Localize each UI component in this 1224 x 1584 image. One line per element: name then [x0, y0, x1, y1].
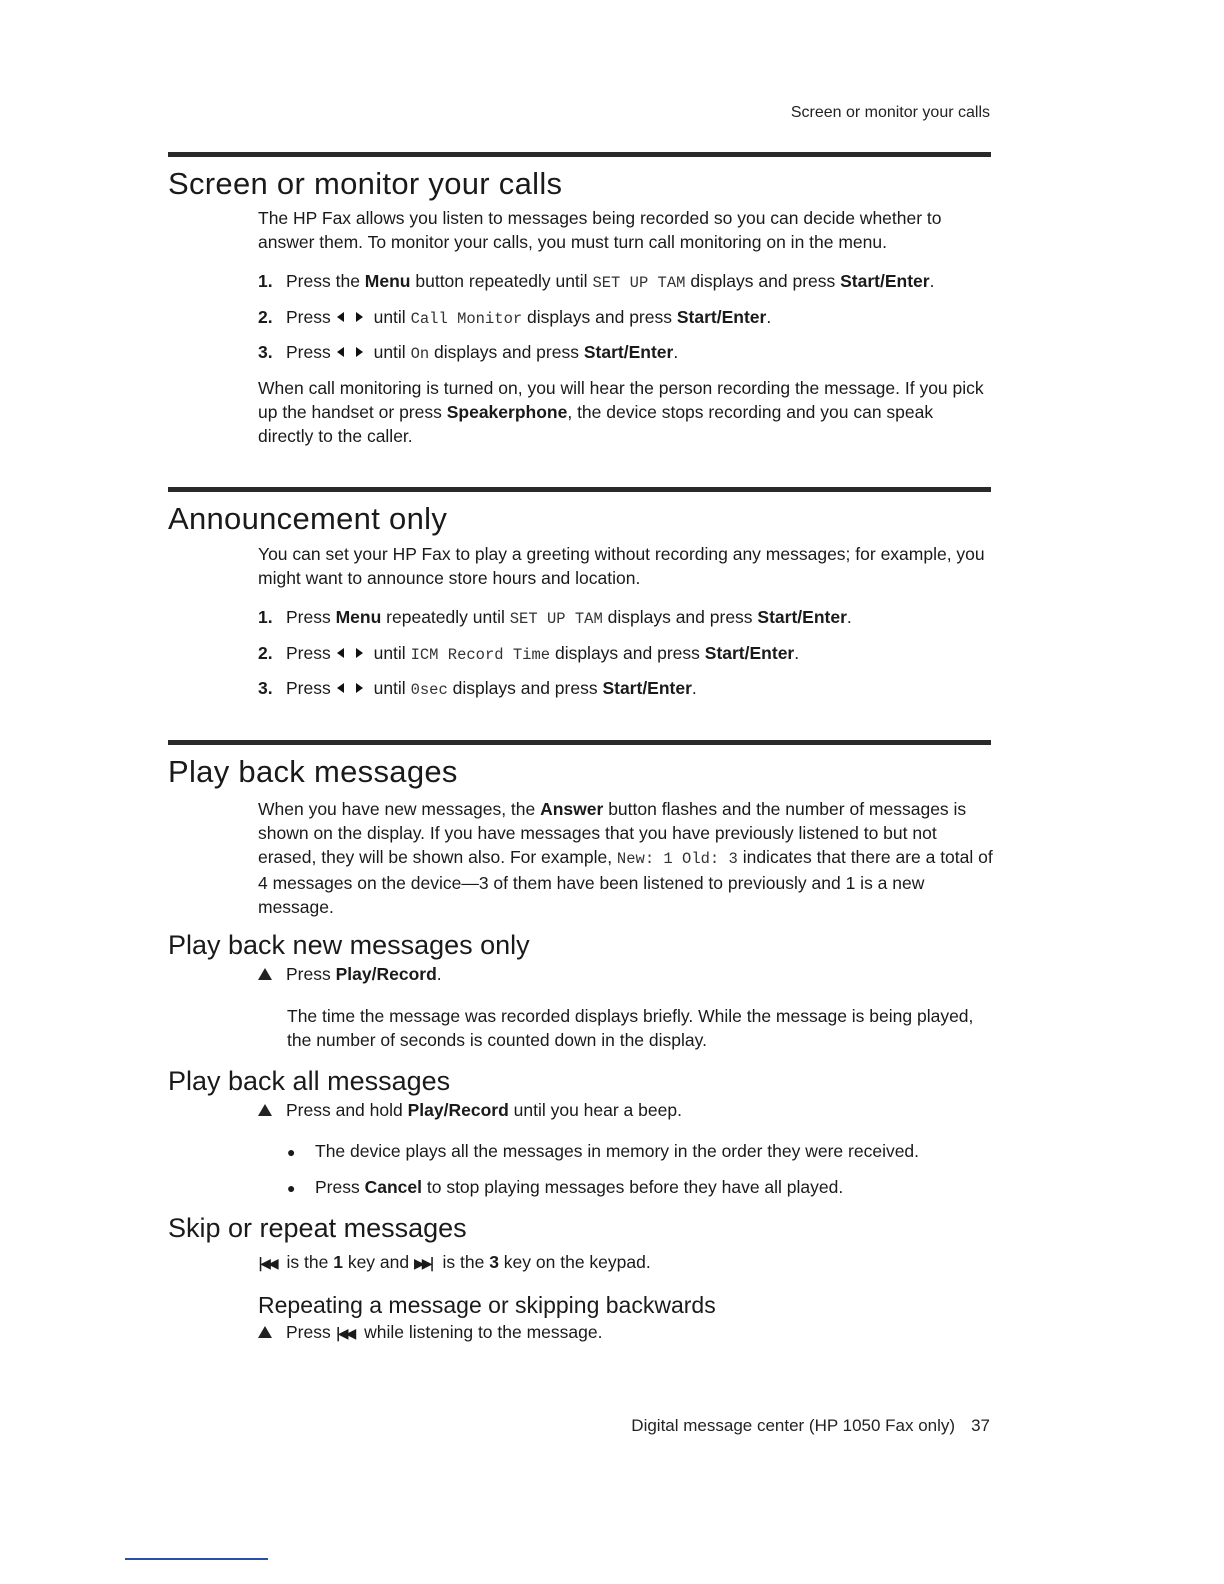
- skip-forward-icon: ▶▶|: [413, 1256, 432, 1272]
- start-enter-key-label: Start/Enter: [757, 607, 847, 627]
- start-enter-key-label: Start/Enter: [602, 678, 692, 698]
- start-enter-key-label: Start/Enter: [676, 307, 767, 327]
- start-enter-key-label: Start/Enter: [840, 271, 930, 291]
- bullet-item: ● Press Cancel to stop playing messages before they have all played.: [287, 1177, 844, 1197]
- step-item: 3. Press until 0sec displays and press Start/Enter.: [258, 678, 697, 699]
- keypad-explanation: |◀◀ is the 1 key and ▶▶| is the 3 key on the keypad.: [258, 1252, 651, 1272]
- menu-key-label: Menu: [364, 271, 411, 291]
- procedure-triangle-icon: [258, 1100, 286, 1121]
- step-item: 3. Press until On displays and press Start/Enter.: [258, 342, 679, 363]
- skip-back-icon: |◀◀: [335, 1326, 354, 1342]
- section-intro: The HP Fax allows you listen to messages being recorded so you can decide whether to answer them. To monitor your calls, you must turn call monitoring on in the menu.: [258, 208, 942, 252]
- step-item: 2. Press until ICM Record Time displays and press Start/Enter.: [258, 643, 800, 664]
- display-text: SET UP TAM: [509, 610, 603, 628]
- procedure-step: Press and hold Play/Record until you hear a beep.: [258, 1100, 682, 1121]
- procedure-step: Press |◀◀ while listening to the message.: [258, 1322, 602, 1343]
- section-intro: You can set your HP Fax to play a greeting without recording any messages; for example, you might want to announce store hours and location.: [258, 544, 985, 588]
- section-intro: When you have new messages, the Answer button flashes and the number of messages is shown on the display. If you have messages that you have previously listened to but not erased, they will be shown also. For example, New: 1 Old: 3 indicates that there are a total of 4 messages on the device—3 of them have been listened to previously and 1 is a new message.: [258, 799, 993, 917]
- section-title-screen-calls: Screen or monitor your calls: [168, 166, 563, 201]
- step-number: 1.: [258, 271, 273, 291]
- page-number: 37: [971, 1416, 990, 1435]
- bullet-icon: ●: [287, 1144, 296, 1160]
- right-arrow-icon: [356, 648, 363, 658]
- step-item: 1. Press Menu repeatedly until SET UP TAM displays and press Start/Enter.: [258, 607, 852, 628]
- display-text: 0sec: [410, 681, 448, 699]
- right-arrow-icon: [356, 683, 363, 693]
- footer-chapter-title: Digital message center (HP 1050 Fax only): [631, 1416, 956, 1435]
- step-item: 2. Press until Call Monitor displays and press Start/Enter.: [258, 307, 772, 328]
- procedure-triangle-icon: [258, 964, 286, 985]
- procedure-step: Press Play/Record.: [258, 964, 442, 985]
- display-text: ICM Record Time: [410, 646, 551, 664]
- scan-artifact-line: [125, 1558, 268, 1560]
- step-item: 1. Press the Menu button repeatedly until SET UP TAM displays and press Start/Enter.: [258, 271, 935, 292]
- subsection-title-new-messages: Play back new messages only: [168, 930, 530, 960]
- bullet-item: ● The device plays all the messages in memory in the order they were received.: [287, 1141, 920, 1161]
- section-title-announcement: Announcement only: [168, 501, 448, 536]
- start-enter-key-label: Start/Enter: [704, 643, 795, 663]
- step-number: 3.: [258, 678, 273, 698]
- skip-back-icon: |◀◀: [258, 1256, 276, 1272]
- step-number: 2.: [258, 643, 273, 663]
- subsubsection-title-repeat: Repeating a message or skipping backwards: [258, 1292, 716, 1318]
- step-number: 3.: [258, 342, 273, 362]
- display-text: On: [410, 345, 430, 363]
- procedure-note: The time the message was recorded displays briefly. While the message is being played, the number of seconds is counted down in the display.: [287, 1006, 974, 1050]
- right-arrow-icon: [356, 312, 363, 322]
- right-arrow-icon: [356, 347, 363, 357]
- page-footer: [631, 1416, 990, 1436]
- cancel-key-label: Cancel: [364, 1177, 422, 1197]
- display-text: SET UP TAM: [592, 274, 686, 292]
- subsection-title-skip-repeat: Skip or repeat messages: [168, 1213, 467, 1243]
- section-divider: [168, 740, 991, 745]
- section-divider: [168, 152, 991, 157]
- section-divider: [168, 487, 991, 492]
- display-text: Call Monitor: [410, 310, 523, 328]
- section-title-play-back: Play back messages: [168, 754, 458, 789]
- left-arrow-icon: [337, 683, 344, 693]
- running-head: Screen or monitor your calls: [790, 104, 990, 121]
- left-arrow-icon: [337, 312, 344, 322]
- start-enter-key-label: Start/Enter: [583, 342, 674, 362]
- play-record-key-label: Play/Record: [335, 964, 437, 984]
- left-arrow-icon: [337, 347, 344, 357]
- step-number: 1.: [258, 607, 273, 627]
- step-number: 2.: [258, 307, 273, 327]
- procedure-triangle-icon: [258, 1322, 286, 1343]
- left-arrow-icon: [337, 648, 344, 658]
- bullet-icon: ●: [287, 1180, 296, 1196]
- play-record-key-label: Play/Record: [407, 1100, 509, 1120]
- answer-key-label: Answer: [540, 799, 604, 819]
- speakerphone-key-label: Speakerphone: [446, 402, 568, 422]
- menu-key-label: Menu: [335, 607, 382, 627]
- section-outro: When call monitoring is turned on, you will hear the person recording the message. If you pick up the handset or press Speakerphone, the device stops recording and you can speak directly to the caller.: [258, 378, 984, 446]
- subsection-title-all-messages: Play back all messages: [168, 1066, 451, 1096]
- display-text: New: 1 Old: 3: [616, 850, 738, 868]
